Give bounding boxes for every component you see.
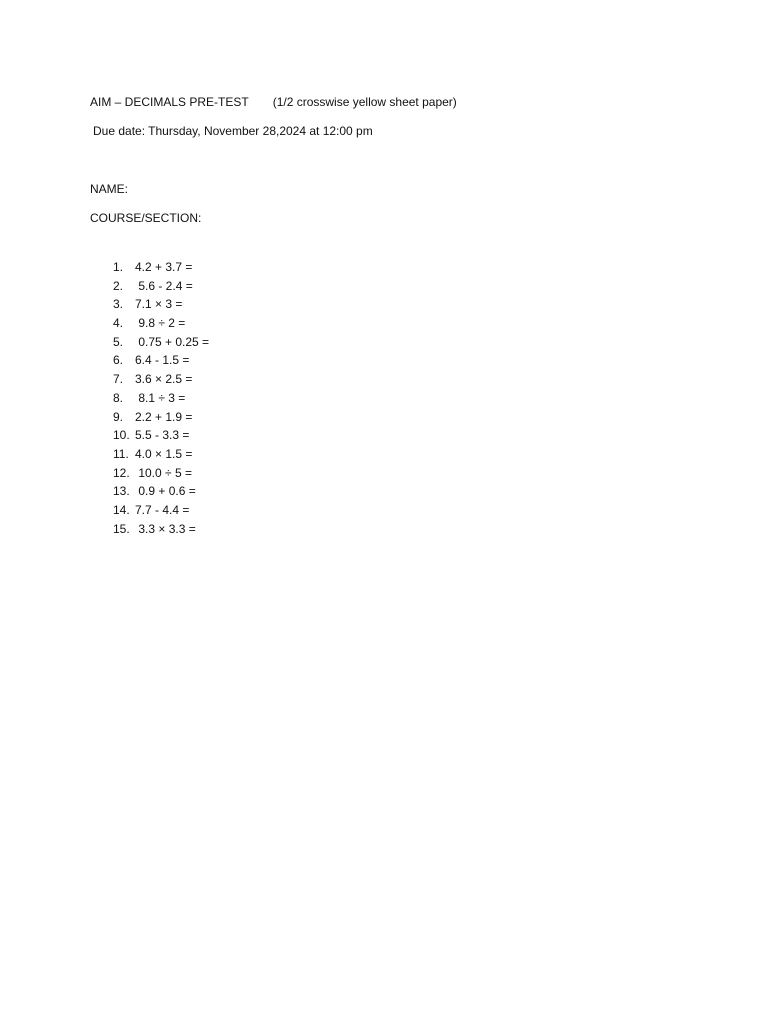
question-number: 7. xyxy=(113,372,124,387)
question-text: 4.2 + 3.7 = xyxy=(135,260,193,274)
question-number: 8. xyxy=(113,390,124,405)
list-item xyxy=(113,391,209,410)
question-number: 1. xyxy=(113,260,124,274)
question-number: 4. xyxy=(113,316,124,331)
question-number: 6. xyxy=(113,353,124,368)
question-text: 7.7 - 4.4 = xyxy=(135,502,190,517)
question-number: 14. xyxy=(113,502,130,517)
page-title: AIM – DECIMALS PRE-TEST xyxy=(90,95,249,109)
list-item xyxy=(113,297,209,316)
list-item xyxy=(113,522,209,541)
question-text: 3.3 × 3.3 = xyxy=(135,521,196,536)
question-text: 5.6 - 2.4 = xyxy=(135,278,193,293)
question-text: 7.1 × 3 = xyxy=(135,297,183,312)
question-text: 3.6 × 2.5 = xyxy=(135,372,193,387)
question-text: 0.75 + 0.25 = xyxy=(135,334,210,349)
question-number: 2. xyxy=(113,278,124,293)
question-text: 0.9 + 0.6 = xyxy=(135,484,196,499)
question-number: 15. xyxy=(113,521,130,536)
question-text: 5.5 - 3.3 = xyxy=(135,428,190,443)
name-label: NAME: xyxy=(90,182,129,196)
list-item xyxy=(113,428,209,447)
question-number: 12. xyxy=(113,465,130,480)
list-item xyxy=(113,466,209,485)
question-list xyxy=(113,260,209,540)
question-number: 13. xyxy=(113,484,130,499)
question-number: 11. xyxy=(113,446,129,461)
list-item xyxy=(113,503,209,522)
course-section-label: COURSE/SECTION: xyxy=(90,211,202,225)
page-subtitle: (1/2 crosswise yellow sheet paper) xyxy=(272,95,457,109)
question-number: 9. xyxy=(113,409,124,424)
list-item xyxy=(113,484,209,503)
list-item xyxy=(113,260,209,279)
question-text: 6.4 - 1.5 = xyxy=(135,353,190,368)
list-item xyxy=(113,447,209,466)
question-text: 10.0 ÷ 5 = xyxy=(135,465,192,480)
question-number: 3. xyxy=(113,297,124,312)
question-text: 2.2 + 1.9 = xyxy=(135,409,193,424)
title-line xyxy=(90,95,457,109)
question-number: 10. xyxy=(113,428,130,443)
list-item xyxy=(113,410,209,429)
list-item xyxy=(113,372,209,391)
question-text: 8.1 ÷ 3 = xyxy=(135,390,186,405)
list-item xyxy=(113,316,209,335)
question-text: 9.8 ÷ 2 = xyxy=(135,316,186,331)
list-item xyxy=(113,279,209,298)
due-date: Due date: Thursday, November 28,2024 at 12:00 pm xyxy=(93,124,373,138)
question-text: 4.0 × 1.5 = xyxy=(135,446,193,461)
question-number: 5. xyxy=(113,334,124,349)
list-item xyxy=(113,353,209,372)
list-item xyxy=(113,335,209,354)
